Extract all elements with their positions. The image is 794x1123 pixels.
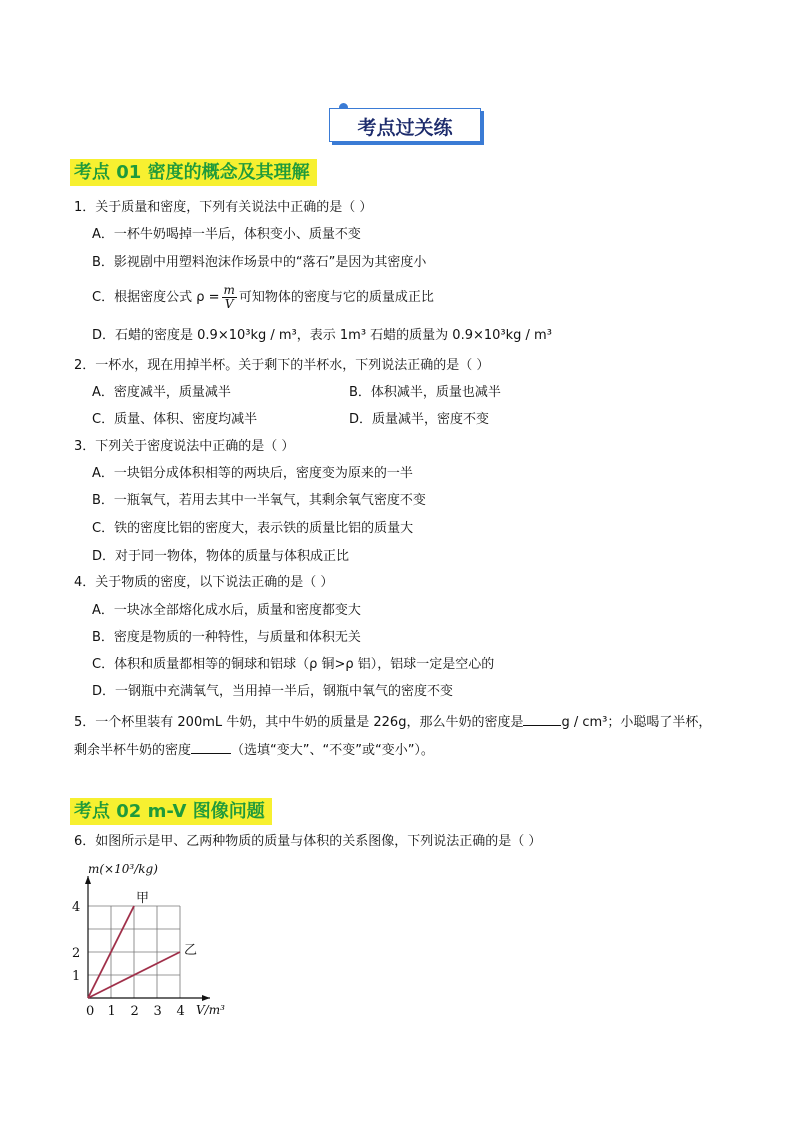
x-axis-label: V/m³ — [196, 1003, 225, 1017]
question-2-option-d: D．质量减半，密度不变 — [349, 412, 490, 427]
page-title: 考点过关练 — [357, 117, 453, 139]
question-1-option-c — [92, 283, 434, 313]
x-tick-label: 0 — [86, 1004, 95, 1019]
question-1-option-c-suffix: 可知物体的密度与它的质量成正比 — [238, 290, 434, 305]
question-5-text-c: 剩余半杯牛奶的密度 — [74, 743, 192, 758]
question-2-option-b: B．体积减半，质量也减半 — [349, 385, 501, 400]
question-3-stem: 3．下列关于密度说法中正确的是（ ） — [74, 439, 295, 454]
question-1-option-c-prefix: C．根据密度公式 ρ = — [92, 290, 220, 305]
answer-blank-1[interactable] — [523, 713, 561, 726]
question-5-text-a: 5．一个杯里装有 200mL 牛奶，其中牛奶的质量是 226g，那么牛奶的密度是 — [74, 715, 524, 730]
question-2-stem: 2．一杯水，现在用掉半杯。关于剩下的半杯水，下列说法正确的是（ ） — [74, 358, 490, 373]
density-formula-fraction — [222, 284, 237, 311]
question-4-option-c: C．体积和质量都相等的铜球和铝球（ρ 铜>ρ 铝），铝球一定是空心的 — [92, 657, 495, 672]
mass-volume-chart — [64, 856, 244, 1026]
x-tick-label: 4 — [176, 1004, 185, 1019]
formula-denominator: V — [224, 297, 234, 311]
formula-numerator: m — [223, 283, 235, 297]
question-5-text-b: g / cm³；小聪喝了半杯， — [561, 715, 712, 730]
answer-blank-2[interactable] — [191, 741, 231, 754]
x-tick-label: 3 — [153, 1004, 162, 1019]
question-3-option-d: D．对于同一物体，物体的质量与体积成正比 — [92, 549, 350, 564]
question-6-stem: 6．如图所示是甲、乙两种物质的质量与体积的关系图像，下列说法正确的是（ ） — [74, 834, 542, 849]
question-2-option-c: C．质量、体积、密度均减半 — [92, 412, 258, 427]
series-label: 乙 — [184, 943, 198, 958]
question-5-text-d: （选填“变大”、“不变”或“变小”）。 — [231, 743, 434, 758]
question-3-option-c: C．铁的密度比铝的密度大，表示铁的质量比铝的质量大 — [92, 521, 414, 536]
question-4-stem: 4．关于物质的密度，以下说法正确的是（ ） — [74, 575, 334, 590]
page-title-box — [329, 108, 481, 142]
section-heading-1: 考点 01 密度的概念及其理解 — [70, 159, 317, 186]
question-4-option-d: D．一钢瓶中充满氧气，当用掉一半后，钢瓶中氧气的密度不变 — [92, 684, 454, 699]
question-1-option-d: D．石蜡的密度是 0.9×10³kg / m³，表示 1m³ 石蜡的质量为 0.9×10³kg / m³ — [92, 328, 552, 343]
question-5-line-2 — [74, 741, 434, 760]
y-axis-arrow-icon — [85, 876, 91, 884]
y-tick-label: 2 — [72, 946, 81, 961]
y-axis-label: m(×10³/kg) — [88, 862, 158, 876]
question-2-option-a: A．密度减半，质量减半 — [92, 385, 231, 400]
x-tick-label: 1 — [107, 1004, 116, 1019]
x-tick-label: 2 — [130, 1004, 139, 1019]
question-1-option-b: B．影视剧中用塑料泡沫作场景中的“落石”是因为其密度小 — [92, 255, 427, 270]
series-label: 甲 — [136, 891, 150, 906]
question-1-stem: 1．关于质量和密度，下列有关说法中正确的是（ ） — [74, 200, 373, 215]
question-4-option-b: B．密度是物质的一种特性，与质量和体积无关 — [92, 630, 361, 645]
question-3-option-a: A．一块铝分成体积相等的两块后，密度变为原来的一半 — [92, 466, 413, 481]
y-tick-label: 1 — [72, 969, 81, 984]
question-1-option-a: A．一杯牛奶喝掉一半后，体积变小、质量不变 — [92, 227, 361, 242]
y-tick-label: 4 — [72, 900, 81, 915]
question-3-option-b: B．一瓶氧气，若用去其中一半氧气，其剩余氧气密度不变 — [92, 493, 426, 508]
x-axis-arrow-icon — [202, 995, 210, 1001]
question-5-line-1 — [74, 713, 711, 732]
section-heading-2: 考点 02 m-V 图像问题 — [70, 798, 272, 825]
question-4-option-a: A．一块冰全部熔化成水后，质量和密度都变大 — [92, 603, 361, 618]
